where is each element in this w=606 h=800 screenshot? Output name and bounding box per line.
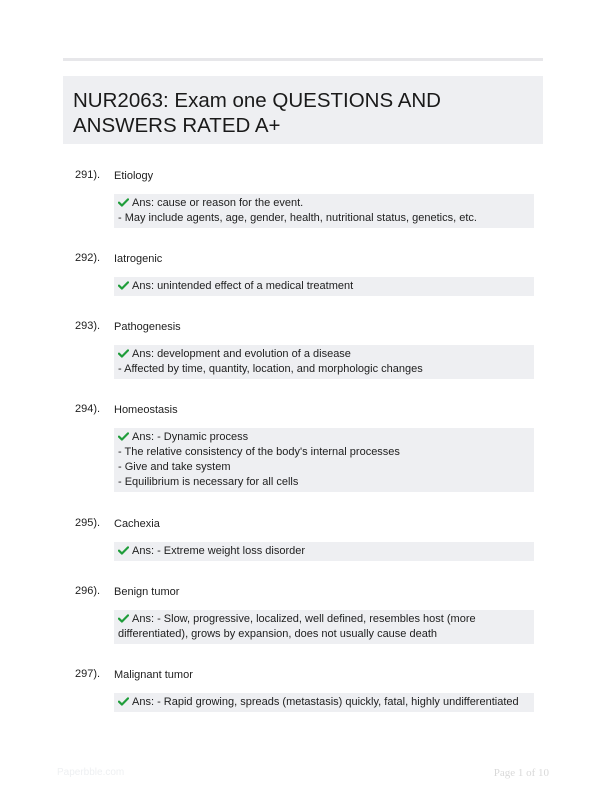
check-icon <box>118 614 129 623</box>
check-icon <box>118 546 129 555</box>
question-number: 292). <box>75 252 101 264</box>
answer-line: Ans: - Rapid growing, spreads (metastasis) quickly, fatal, highly undifferentiated <box>132 696 519 708</box>
question-number: 291). <box>75 169 101 181</box>
question-number: 293). <box>75 320 101 332</box>
answer-line: - The relative consistency of the body's internal processes <box>118 446 400 458</box>
title-line-1: NUR2063: Exam one QUESTIONS AND <box>73 89 441 112</box>
question-number: 295). <box>75 517 101 529</box>
check-icon <box>118 349 129 358</box>
answer-line: - Affected by time, quantity, location, and morphologic changes <box>118 363 423 375</box>
check-icon <box>118 198 129 207</box>
answer-box <box>114 542 534 561</box>
answer-box <box>114 277 534 296</box>
question-text: Etiology <box>114 170 154 182</box>
answer-line: - Give and take system <box>118 461 231 473</box>
question-number: 294). <box>75 403 101 415</box>
check-icon <box>118 432 129 441</box>
question-number: 296). <box>75 585 101 597</box>
answer-line: Ans: - Dynamic process <box>132 431 249 443</box>
title-line-2: ANSWERS RATED A+ <box>73 114 281 137</box>
answer-line: Ans: cause or reason for the event. <box>132 197 304 209</box>
answer-line: Ans: development and evolution of a disease <box>132 348 351 360</box>
top-divider <box>63 58 543 61</box>
answer-line: - Equilibrium is necessary for all cells <box>118 476 299 488</box>
title-banner <box>63 76 543 144</box>
document-title <box>73 88 533 138</box>
question-text: Malignant tumor <box>114 669 193 681</box>
answer-box <box>114 345 534 379</box>
question-text: Homeostasis <box>114 404 178 416</box>
answer-line: Ans: - Slow, progressive, localized, well defined, resembles host (more differentiated), grows by expansion, does not usually cause death <box>118 613 476 640</box>
answer-box <box>114 194 534 228</box>
question-number: 297). <box>75 668 101 680</box>
question-text: Iatrogenic <box>114 253 163 265</box>
answer-box <box>114 610 534 644</box>
question-text: Cachexia <box>114 518 160 530</box>
answer-line: Ans: - Extreme weight loss disorder <box>132 545 306 557</box>
answer-box <box>114 693 534 712</box>
question-text: Benign tumor <box>114 586 180 598</box>
answer-box <box>114 428 534 492</box>
footer-watermark: Paperbble.com <box>57 767 125 778</box>
page-number: Page 1 of 10 <box>493 767 549 779</box>
answer-line: - May include agents, age, gender, health, nutritional status, genetics, etc. <box>118 212 477 224</box>
check-icon <box>118 281 129 290</box>
answer-line: Ans: unintended effect of a medical treatment <box>132 280 354 292</box>
check-icon <box>118 697 129 706</box>
question-text: Pathogenesis <box>114 321 181 333</box>
